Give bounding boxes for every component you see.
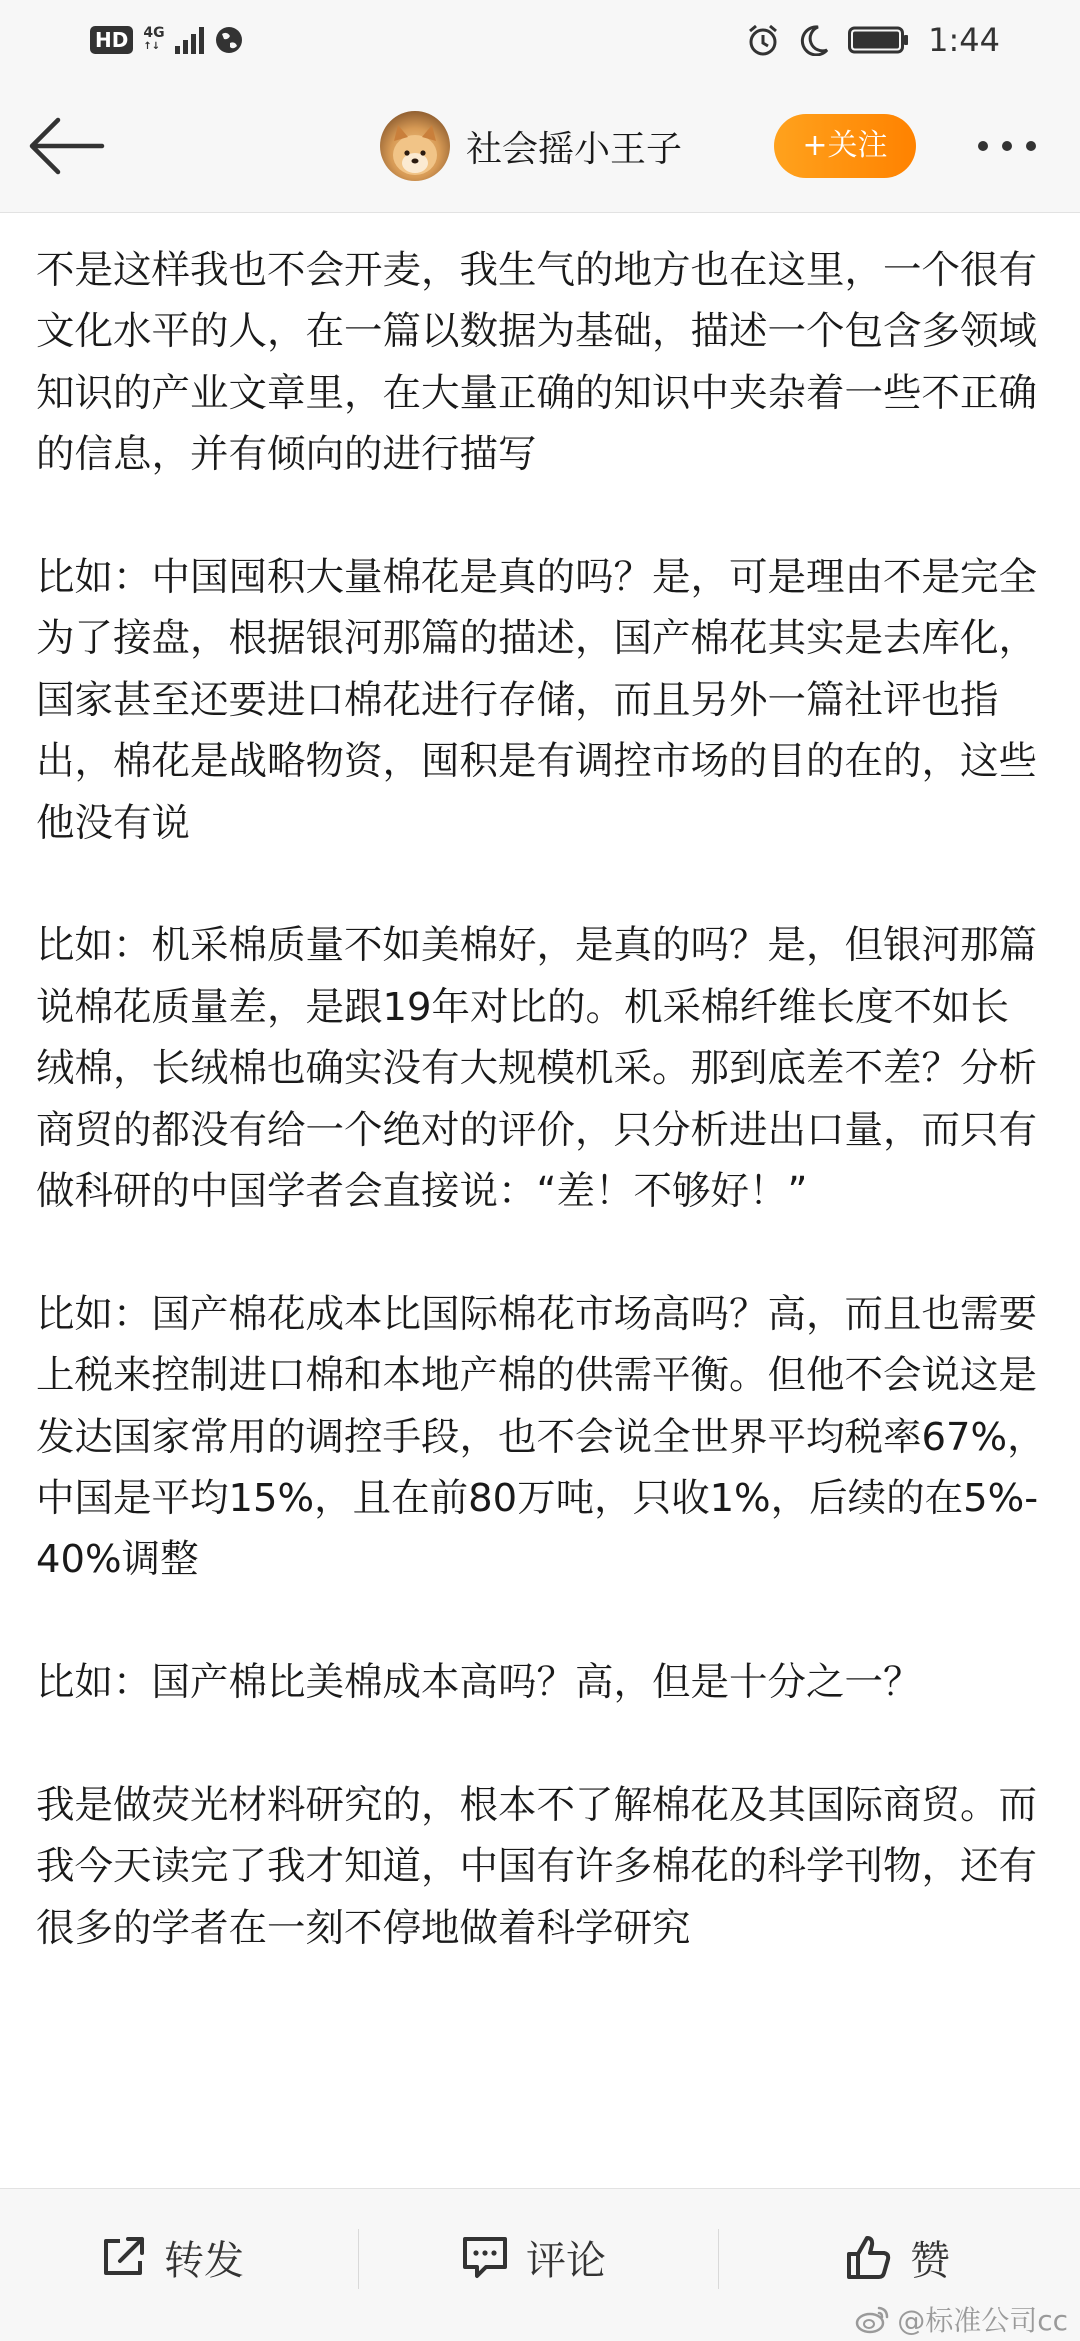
divider [358,2229,359,2289]
clock-time: 1:44 [928,21,1000,59]
like-label: 赞 [910,2237,950,2284]
divider [718,2229,719,2289]
signal-icon [175,26,204,54]
back-arrow-icon [24,114,108,178]
follow-button[interactable]: +关注 [774,114,916,178]
like-button[interactable] [844,2217,950,2297]
globe-icon [214,25,244,55]
post-body [36,240,1046,2184]
post-header [0,80,1080,213]
paragraph: 我是做荧光材料研究的，根本不了解棉花及其国际商贸。而我今天读完了我才知道，中国有许多棉花的科学刊物，还有很多的学者在一刻不停地做着科学研究 [36,1783,1038,1951]
comment-button[interactable] [460,2217,606,2297]
alarm-icon [746,23,780,57]
status-left [90,20,244,60]
repost-label: 转发 [164,2237,244,2284]
repost-button[interactable] [100,2217,244,2297]
avatar[interactable] [380,111,450,181]
status-bar [0,0,1080,80]
repost-icon [100,2233,148,2281]
shiba-avatar-icon [380,111,450,181]
thumbs-up-icon [844,2232,894,2282]
author-info[interactable] [380,110,682,182]
comment-icon [460,2233,510,2281]
more-dot-icon [1002,141,1012,151]
paragraph: 不是这样我也不会开麦，我生气的地方也在这里，一个很有文化水平的人，在一篇以数据为基础，描述一个包含多领域知识的产业文章里，在大量正确的知识中夹杂着一些不正确的信息，并有倾向的进行描写 [36,248,1038,478]
back-button[interactable] [24,114,108,178]
paragraph: 比如：机采棉质量不如美棉好，是真的吗？是，但银河那篇说棉花质量差，是跟19年对比的。机采棉纤维长度不如长绒棉，长绒棉也确实没有大规模机采。那到底差不差？分析商贸的都没有给一个绝对的评价，只分析进出口量，而只有做科研的中国学者会直接说：“差！不够好！” [36,923,1038,1215]
battery-icon [848,25,910,55]
watermark [855,2299,1068,2339]
action-bar [0,2188,1080,2341]
author-name[interactable]: 社会摇小王子 [466,128,683,170]
more-options-button[interactable] [978,132,1048,160]
paragraph: 比如：中国囤积大量棉花是真的吗？是，可是理由不是完全为了接盘，根据银河那篇的描述，国产棉花其实是去库化，国家甚至还要进口棉花进行存储，而且另外一篇社评也指出，棉花是战略物资，囤积是有调控市场的目的在的，这些他没有说 [36,555,1038,846]
paragraph: 比如：国产棉比美棉成本高吗？高，但是十分之一？ [36,1660,922,1706]
more-dot-icon [1026,141,1036,151]
paragraph: 比如：国产棉花成本比国际棉花市场高吗？高，而且也需要上税来控制进口棉和本地产棉的供需平衡。但他不会说这是发达国家常用的调控手段，也不会说全世界平均税率67%，中国是平均15%，且在前80万吨，只收1%，后续的在5%-40%调整 [36,1291,1046,1583]
network-type: 4G ↑↓ [143,25,165,52]
more-dot-icon [978,141,988,151]
weibo-logo-icon [855,2304,891,2334]
status-right [746,18,1000,62]
hd-badge: HD [90,26,133,54]
comment-label: 评论 [526,2237,606,2284]
watermark-text: @标准公司cc [897,2304,1068,2337]
moon-icon [798,24,830,56]
